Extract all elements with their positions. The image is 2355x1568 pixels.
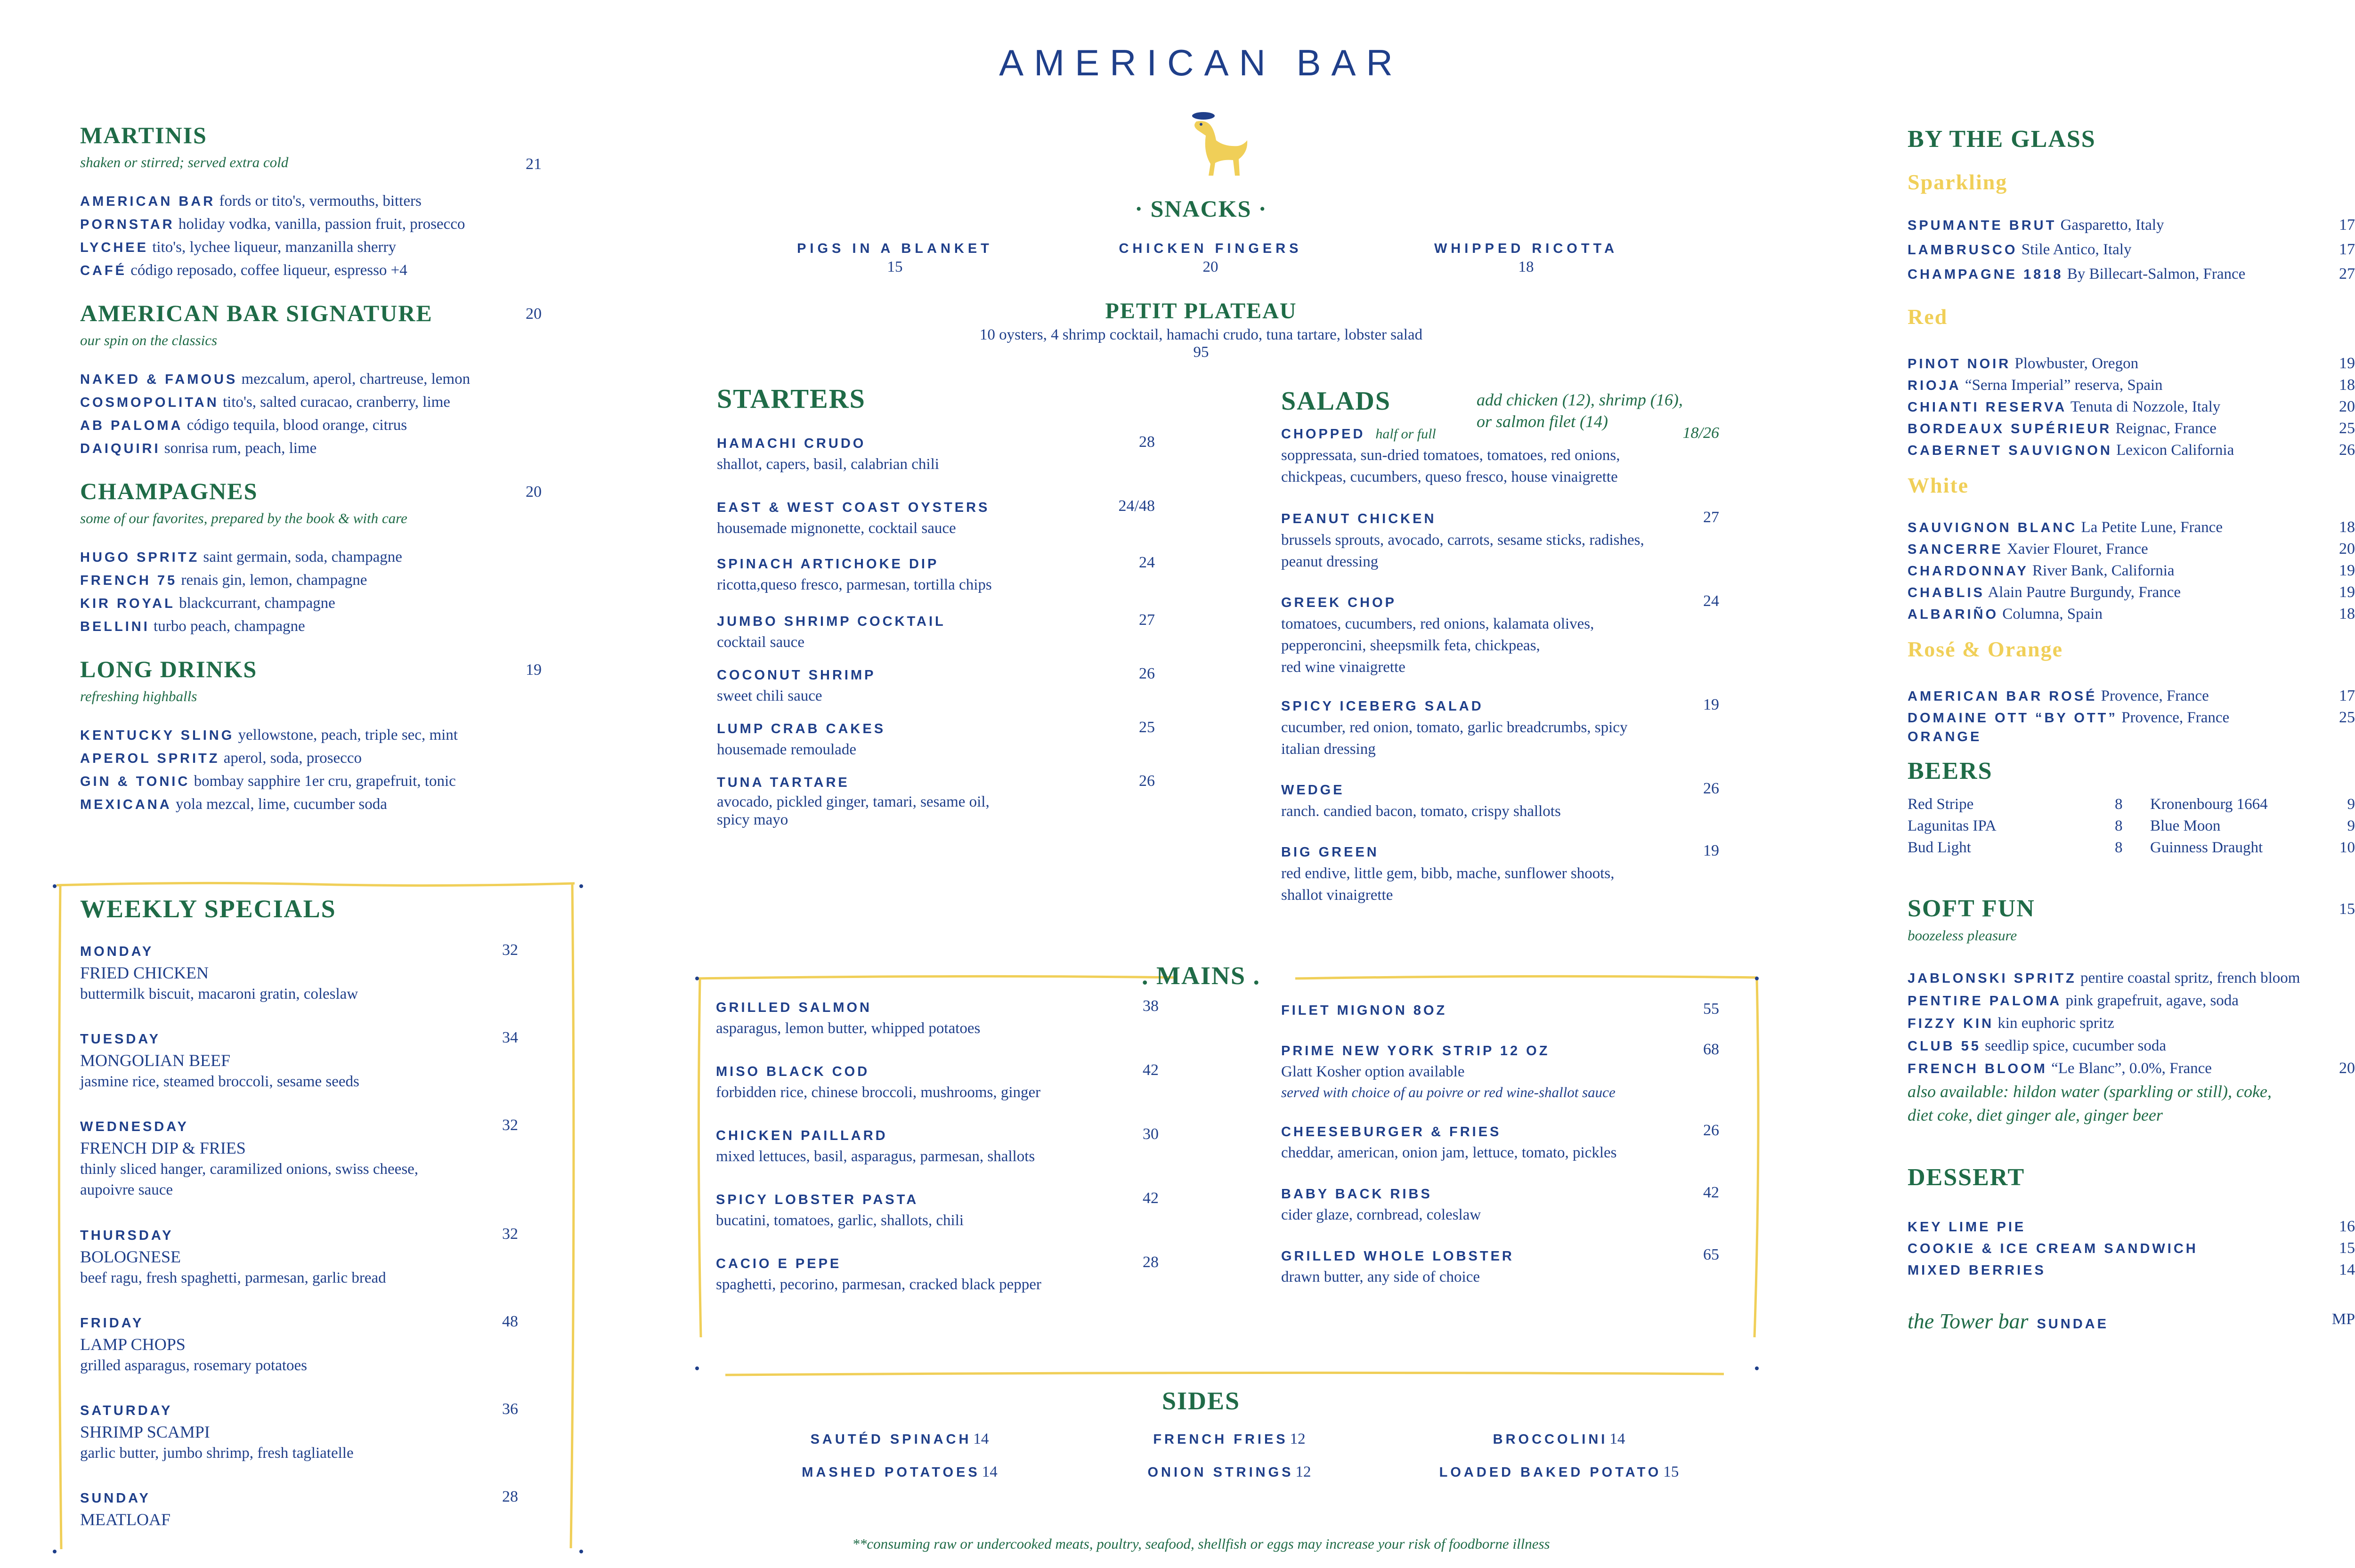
salad-item: BIG GREEN red endive, little gem, bibb, mache, sunflower shoots, shallot vinaigrette 19 xyxy=(1281,842,1719,904)
champagne-item: HUGO SPRITZ saint germain, soda, champagne xyxy=(80,549,402,566)
sundae-label: SUNDAE xyxy=(2037,1317,2109,1332)
signature-item: DAIQUIRI sonrisa rum, peach, lime xyxy=(80,440,317,457)
starter-item: SPINACH ARTICHOKE DIP ricotta,queso fresco, parmesan, tortilla chips 24 xyxy=(717,554,1155,593)
long-drinks-heading: LONG DRINKS xyxy=(80,656,258,682)
side-item: BROCCOLINI 14 xyxy=(1493,1431,1625,1447)
soft-fun-price: 15 xyxy=(2339,900,2355,918)
long-drinks-price: 19 xyxy=(526,661,542,679)
side-item: FRENCH FRIES 12 xyxy=(1153,1431,1306,1447)
salad-item: GREEK CHOP tomatoes, cucumbers, red onions, kalamata olives, pepperoncini, sheepsmilk feta, chickpeas, red wine vinaigrette 24 xyxy=(1281,592,1719,676)
long-drink-item: KENTUCKY SLING yellowstone, peach, triple sec, mint xyxy=(80,727,458,744)
starter-item: JUMBO SHRIMP COCKTAIL cocktail sauce 27 xyxy=(717,611,1155,651)
beer-row: Lagunitas IPA 8 Blue Moon 9 xyxy=(1908,817,2355,834)
martinis-subtitle: shaken or stirred; served extra cold xyxy=(80,154,289,170)
dessert-heading: DESSERT xyxy=(1908,1164,2025,1191)
rose-wine-item: AMERICAN BAR ROSÉ Provence, France 17 xyxy=(1908,687,2355,704)
champagnes-heading: CHAMPAGNES xyxy=(80,478,258,504)
soft-fun-heading: SOFT FUN xyxy=(1908,895,2035,922)
martini-item: CAFÉ código reposado, coffee liqueur, espresso +4 xyxy=(80,262,407,279)
by-the-glass-heading: BY THE GLASS xyxy=(1908,126,2096,153)
signature-price: 20 xyxy=(526,305,542,323)
sparkling-item: SPUMANTE BRUT Gasparetto, Italy 17 xyxy=(1908,216,2355,234)
side-item: ONION STRINGS 12 xyxy=(1147,1463,1311,1480)
sides-row-1 xyxy=(735,1431,1724,1454)
champagnes-subtitle: some of our favorites, prepared by the book & with care xyxy=(80,510,407,526)
white-wine-item: ALBARIÑO Columna, Spain 18 xyxy=(1908,605,2355,622)
martini-item: LYCHEE tito's, lychee liqueur, manzanilla sherry xyxy=(80,239,397,256)
salad-item: CHOPPED half or full soppressata, sun-dried tomatoes, tomatoes, red onions, chickpeas, cucumbers, queso fresco, house vinaigrette 18/26 xyxy=(1281,424,1719,485)
snack-item: CHICKEN FINGERS 20 xyxy=(1119,241,1302,275)
starter-item: EAST & WEST COAST OYSTERS housemade mignonette, cocktail sauce 24/48 xyxy=(717,497,1155,537)
martinis-price: 21 xyxy=(526,155,542,173)
sundae-price: MP xyxy=(2331,1310,2355,1328)
soft-drink-item: CLUB 55 seedlip spice, cucumber soda xyxy=(1908,1037,2166,1055)
white-wine-item: CHARDONNAY River Bank, California 19 xyxy=(1908,562,2355,579)
starter-item: LUMP CRAB CAKES housemade remoulade 25 xyxy=(717,719,1155,758)
white-heading: White xyxy=(1908,473,1969,497)
snacks-row xyxy=(735,241,1686,288)
soft-fun-subtitle: boozeless pleasure xyxy=(1908,927,2017,944)
dessert-item: COOKIE & ICE CREAM SANDWICH 15 xyxy=(1908,1239,2355,1257)
salads-section xyxy=(1281,388,1719,907)
beer-row: Red Stripe 8 Kronenbourg 1664 9 xyxy=(1908,796,2355,813)
soft-drink-item: FRENCH BLOOM “Le Blanc”, 0.0%, France 20 xyxy=(1908,1059,2355,1077)
soft-drink-item: JABLONSKI SPRITZ pentire coastal spritz, french bloom xyxy=(1908,970,2300,987)
salad-item: PEANUT CHICKEN brussels sprouts, avocado, carrots, sesame sticks, radishes, peanut dressing 27 xyxy=(1281,509,1719,570)
sparkling-item: LAMBRUSCO Stile Antico, Italy 17 xyxy=(1908,241,2355,258)
page-title: AMERICAN BAR xyxy=(999,42,1403,83)
rose-wine-item: DOMAINE OTT “BY OTT” Provence, France 25 xyxy=(1908,709,2355,726)
soft-drink-item: PENTIRE PALOMA pink grapefruit, agave, soda xyxy=(1908,992,2239,1010)
starter-item: TUNA TARTARE avocado, pickled ginger, tamari, sesame oil, spicy mayo 26 xyxy=(717,772,1155,828)
salads-heading: SALADS xyxy=(1281,387,1391,416)
martini-item: AMERICAN BAR fords or tito's, vermouths, bitters xyxy=(80,193,422,210)
main-item: CHICKEN PAILLARD mixed lettuces, basil, asparagus, parmesan, shallots 30 xyxy=(716,1125,1159,1165)
white-wine-item: SANCERRE Xavier Flouret, France 20 xyxy=(1908,540,2355,558)
tower-bar-logo: the Tower bar xyxy=(1908,1309,2029,1334)
main-item: MISO BLACK COD forbidden rice, chinese broccoli, mushrooms, ginger 42 xyxy=(716,1061,1159,1101)
red-wine-item: CHIANTI RESERVA Tenuta di Nozzole, Italy 20 xyxy=(1908,398,2355,415)
signature-heading: AMERICAN BAR SIGNATURE xyxy=(80,300,433,326)
weekly-special-item: MONDAY FRIED CHICKEN buttermilk biscuit, macaroni gratin, coleslaw 32 xyxy=(80,941,518,1002)
rose-orange-heading: Rosé & Orange xyxy=(1908,637,2063,661)
side-item: MASHED POTATOES 14 xyxy=(802,1463,998,1480)
mains-heading: . MAINS . xyxy=(1141,962,1260,990)
petit-plateau-heading: PETIT PLATEAU xyxy=(1105,299,1297,323)
left-column xyxy=(80,123,542,827)
weekly-special-item: WEDNESDAY FRENCH DIP & FRIES thinly sliced hanger, caramilized onions, swiss cheese, aupoivre sauce 32 xyxy=(80,1116,518,1198)
dessert-item: KEY LIME PIE 16 xyxy=(1908,1218,2355,1236)
main-item: CHEESEBURGER & FRIES cheddar, american, onion jam, lettuce, tomato, pickles 26 xyxy=(1281,1122,1719,1161)
sparkling-heading: Sparkling xyxy=(1908,170,2008,194)
weekly-specials-heading: WEEKLY SPECIALS xyxy=(80,895,336,923)
main-item: SPICY LOBSTER PASTA bucatini, tomatoes, garlic, shallots, chili 42 xyxy=(716,1189,1159,1229)
main-item: BABY BACK RIBS cider glaze, cornbread, coleslaw 42 xyxy=(1281,1184,1719,1223)
side-item: SAUTÉD SPINACH 14 xyxy=(810,1431,989,1447)
champagnes-price: 20 xyxy=(526,483,542,501)
champagne-item: BELLINI turbo peach, champagne xyxy=(80,618,305,635)
martinis-heading: MARTINIS xyxy=(80,122,207,148)
red-heading: Red xyxy=(1908,305,1948,329)
main-item: GRILLED SALMON asparagus, lemon butter, whipped potatoes 38 xyxy=(716,997,1159,1037)
signature-subtitle: our spin on the classics xyxy=(80,332,218,348)
starters-section xyxy=(717,383,1155,828)
weekly-special-item: TUESDAY MONGOLIAN BEEF jasmine rice, steamed broccoli, sesame seeds 34 xyxy=(80,1029,518,1090)
soft-fun-section xyxy=(1908,897,2355,1127)
main-item: FILET MIGNON 8OZ 55 xyxy=(1281,1000,1719,1018)
starter-item: HAMACHI CRUDO shallot, capers, basil, calabrian chili 28 xyxy=(717,433,1155,473)
right-column xyxy=(1908,127,2355,1337)
greyhound-dog-logo-icon xyxy=(1178,107,1253,178)
beers-heading: BEERS xyxy=(1908,758,1993,784)
signature-item: NAKED & FAMOUS mezcalum, aperol, chartreuse, lemon xyxy=(80,371,471,388)
mains-right xyxy=(1281,1000,1719,1289)
salads-note: add chicken (12), shrimp (16), or salmon filet (14) xyxy=(1477,390,1683,431)
long-drinks-section xyxy=(80,657,542,827)
red-wine-item: BORDEAUX SUPÉRIEUR Reignac, France 25 xyxy=(1908,420,2355,437)
long-drink-item: GIN & TONIC bombay sapphire 1er cru, grapefruit, tonic xyxy=(80,773,456,790)
soft-drink-item: FIZZY KIN kin euphoric spritz xyxy=(1908,1015,2114,1032)
red-wine-item: RIOJA “Serna Imperial” reserva, Spain 18 xyxy=(1908,376,2355,394)
white-wine-item: SAUVIGNON BLANC La Petite Lune, France 18 xyxy=(1908,518,2355,536)
sundae-row xyxy=(1908,1309,2355,1337)
snack-item: WHIPPED RICOTTA 18 xyxy=(1434,241,1618,275)
mains-left xyxy=(716,997,1159,1297)
rose-wine-item: ORANGE xyxy=(1908,729,1982,744)
red-wine-item: CABERNET SAUVIGNON Lexicon California 26 xyxy=(1908,441,2355,459)
white-wine-item: CHABLIS Alain Pautre Burgundy, France 19 xyxy=(1908,583,2355,601)
starters-heading: STARTERS xyxy=(717,383,866,414)
weekly-special-item: SUNDAY MEATLOAF 28 xyxy=(80,1488,518,1529)
dessert-item: MIXED BERRIES 14 xyxy=(1908,1261,2355,1279)
footnote: **consuming raw or undercooked meats, poultry, seafood, shellfish or eggs may increase your risk of foodborne illness xyxy=(852,1536,1550,1552)
beer-row: Bud Light 8 Guinness Draught 10 xyxy=(1908,839,2355,856)
salad-item: WEDGE ranch. candied bacon, tomato, crispy shallots 26 xyxy=(1281,780,1719,820)
weekly-specials-section xyxy=(80,896,528,1535)
champagne-item: KIR ROYAL blackcurrant, champagne xyxy=(80,595,335,612)
main-item: GRILLED WHOLE LOBSTER drawn butter, any side of choice 65 xyxy=(1281,1246,1719,1285)
snack-item: PIGS IN A BLANKET 15 xyxy=(797,241,993,275)
petit-plateau-price: 95 xyxy=(1193,344,1209,361)
sides-row-2 xyxy=(735,1463,1724,1487)
weekly-special-item: SATURDAY SHRIMP SCAMPI garlic butter, jumbo shrimp, fresh tagliatelle 36 xyxy=(80,1400,518,1462)
side-item: LOADED BAKED POTATO 15 xyxy=(1439,1463,1679,1480)
starter-item: COCONUT SHRIMP sweet chili sauce 26 xyxy=(717,665,1155,704)
long-drink-item: APEROL SPRITZ aperol, soda, prosecco xyxy=(80,750,362,767)
red-wine-item: PINOT NOIR Plowbuster, Oregon 19 xyxy=(1908,355,2355,372)
long-drinks-subtitle: refreshing highballs xyxy=(80,688,197,704)
weekly-special-item: FRIDAY LAMP CHOPS grilled asparagus, rosemary potatoes 48 xyxy=(80,1313,518,1374)
champagne-item: FRENCH 75 renais gin, lemon, champagne xyxy=(80,572,367,589)
martini-item: PORNSTAR holiday vodka, vanilla, passion fruit, prosecco xyxy=(80,216,465,233)
weekly-special-item: THURSDAY BOLOGNESE beef ragu, fresh spaghetti, parmesan, garlic bread 32 xyxy=(80,1225,518,1286)
petit-plateau-desc: 10 oysters, 4 shrimp cocktail, hamachi crudo, tuna tartare, lobster salad xyxy=(979,326,1423,343)
sides-heading: SIDES xyxy=(1161,1387,1241,1415)
champagnes-section xyxy=(80,479,542,657)
sparkling-item: CHAMPAGNE 1818 By Billecart-Salmon, France 27 xyxy=(1908,265,2355,283)
snacks-heading: · SNACKS · xyxy=(1135,195,1267,222)
long-drink-item: MEXICANA yola mezcal, lime, cucumber soda xyxy=(80,796,387,813)
signature-item: COSMOPOLITAN tito's, salted curacao, cranberry, lime xyxy=(80,394,450,411)
signature-item: AB PALOMA código tequila, blood orange, citrus xyxy=(80,417,407,434)
main-item: CACIO E PEPE spaghetti, pecorino, parmesan, cracked black pepper 28 xyxy=(716,1253,1159,1293)
soft-fun-also-available: also available: hildon water (sparkling or still), coke, diet coke, diet ginger ale, ginger beer xyxy=(1908,1082,2272,1125)
salad-item: SPICY ICEBERG SALAD cucumber, red onion, tomato, garlic breadcrumbs, spicy italian dressing 19 xyxy=(1281,696,1719,758)
main-item: PRIME NEW YORK STRIP 12 OZ Glatt Kosher option available served with choice of au poivre or red wine-shallot sauce 68 xyxy=(1281,1041,1719,1100)
